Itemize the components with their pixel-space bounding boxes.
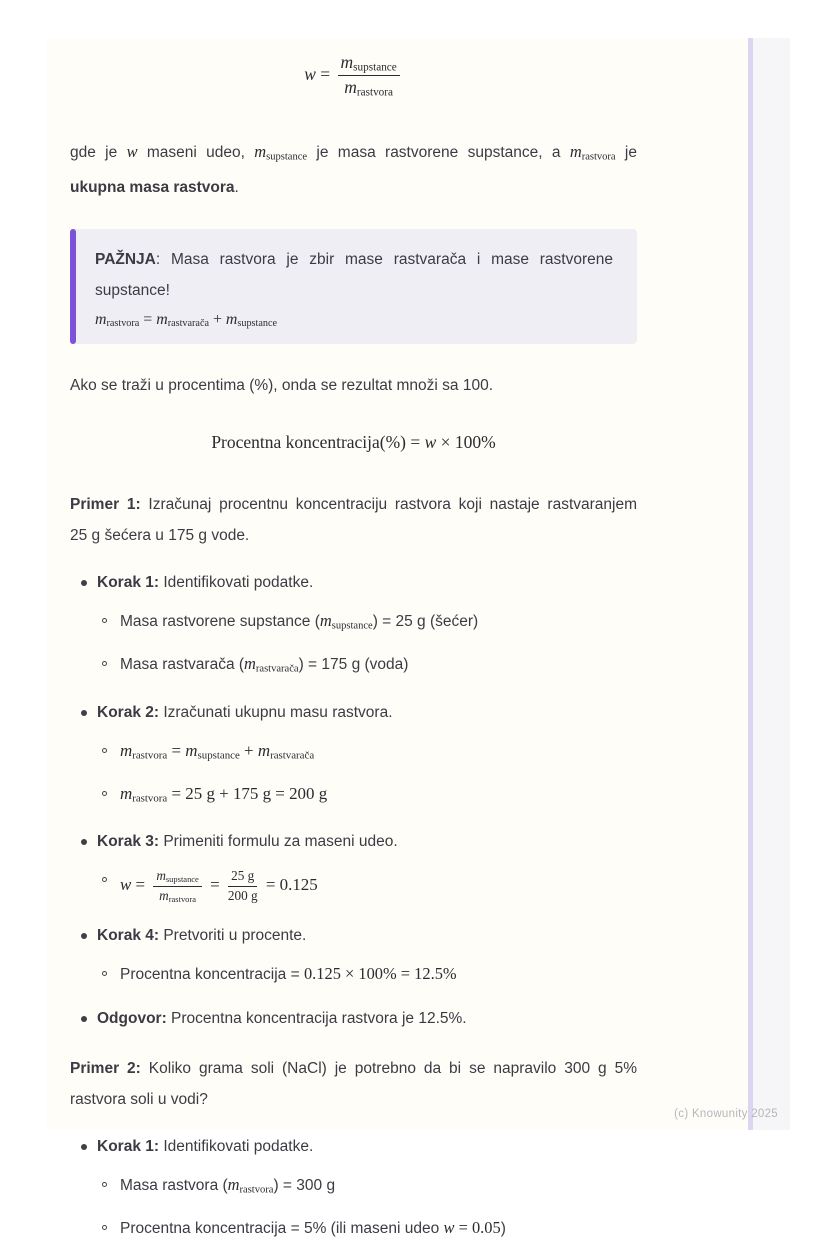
bullet-icon <box>81 1144 87 1150</box>
primer1-line-2: 25 g šećera u 175 g vode. <box>70 526 250 544</box>
list-item <box>70 609 637 638</box>
bullet-icon <box>81 933 87 939</box>
primer2-line-1: Primer 2: Koliko grama soli (NaCl) je potrebno da bi se napravilo 300 g 5% <box>70 1060 637 1078</box>
intro-line-1: gde je w maseni udeo, msupstance je masa rastvorene supstance, a mrastvora je <box>70 142 637 163</box>
list-item-text: Korak 4: Pretvoriti u procente. <box>97 927 307 945</box>
attention-formula: mrastvora = mrastvarača + msupstance <box>95 311 278 330</box>
primer1-line-1: Primer 1: Izračunaj procentnu koncentraciju rastvora koji nastaje rastvaranjem <box>70 495 638 513</box>
circle-bullet-icon <box>102 877 107 882</box>
circle-bullet-icon <box>102 1182 107 1187</box>
circle-bullet-icon <box>102 618 107 623</box>
primer2-steps-list <box>70 1135 637 1241</box>
list-item <box>70 739 637 767</box>
list-item-text: Masa rastvora (mrastvora) = 300 g <box>120 1175 336 1196</box>
bullet-icon <box>81 710 87 716</box>
list-item-text: mrastvora = msupstance + mrastvarača <box>120 741 315 762</box>
primer2-line-2: rastvora soli u vodi? <box>70 1091 208 1109</box>
list-item-text: Masa rastvarača (mrastvarača) = 175 g (voda) <box>120 653 409 675</box>
primer1-steps-list <box>70 571 637 1032</box>
list-item <box>70 782 637 810</box>
list-item <box>70 1173 637 1202</box>
list-item <box>70 652 637 681</box>
percent-concentration-formula: Procentna koncentracija(%) = w × 100% <box>211 431 496 452</box>
attention-line-1: PAŽNJA: Masa rastvora je zbir mase rastvarača i mase rastvorene <box>95 251 613 269</box>
mass-fraction-formula: w = $\frac{\text{msupstance}}{\text{mrastvora}}$ <box>70 52 637 108</box>
list-item <box>70 1135 637 1159</box>
list-item-text: Procentna koncentracija = 0.125 × 100% = 12.5% <box>120 964 457 984</box>
watermark: (c) Knowunity 2025 <box>674 1108 778 1120</box>
list-item <box>70 1007 637 1031</box>
list-item-text: Odgovor: Procentna koncentracija rastvora je 12.5%. <box>97 1010 467 1028</box>
circle-bullet-icon <box>102 971 107 976</box>
list-item-text: Procentna koncentracija = 5% (ili maseni udeo w = 0.05) <box>120 1218 506 1238</box>
bullet-icon <box>81 839 87 845</box>
list-item-text: Korak 1: Identifikovati podatke. <box>97 1138 314 1156</box>
attention-text <box>95 244 613 306</box>
circle-bullet-icon <box>102 661 107 666</box>
fraction: $\frac{\text{msupstance}}{\text{mrastvora}}$ <box>338 52 400 100</box>
fraction: $\frac{25 g}{200 g}$ <box>227 867 258 903</box>
list-item-text: Korak 2: Izračunati ukupnu masu rastvora. <box>97 704 393 722</box>
fraction: $\frac{\text{msupstance}}{\text{mrastvora}}$ <box>153 868 201 904</box>
list-item-text: w = $\frac{\text{msupstance}}{\text{mrastvora}}$ = $\frac{25 g}{200 g}$ = 0.125 <box>120 867 318 904</box>
accent-bar <box>70 229 76 343</box>
list-item <box>70 571 637 595</box>
bullet-icon <box>81 1016 87 1022</box>
list-item <box>70 962 637 987</box>
list-item-text: Masa rastvorene supstance (msupstance) = 25 g (šećer) <box>120 610 479 631</box>
list-item-text: Korak 1: Identifikovati podatke. <box>97 573 314 591</box>
list-item-text: mrastvora = 25 g + 175 g = 200 g <box>120 783 328 804</box>
attention-line-2: supstance! <box>95 282 170 300</box>
list-item <box>70 924 637 948</box>
intro-line-2: ukupna masa rastvora. <box>70 179 239 197</box>
circle-bullet-icon <box>102 748 107 753</box>
list-item <box>70 830 637 854</box>
attention-callout <box>70 229 637 343</box>
circle-bullet-icon <box>102 791 107 796</box>
bullet-icon <box>81 580 87 586</box>
document-page <box>47 38 790 1238</box>
list-item <box>70 868 637 904</box>
content-column <box>70 38 637 1241</box>
primer2-paragraph <box>70 1053 637 1115</box>
list-item <box>70 1216 637 1241</box>
page-right-gutter <box>753 38 790 1130</box>
percent-note: Ako se traži u procentima (%), onda se rezultat množi sa 100. <box>70 376 494 394</box>
list-item <box>70 701 637 725</box>
page-content-area <box>47 38 748 1238</box>
list-item-text: Korak 3: Primeniti formulu za maseni udeo. <box>97 832 398 850</box>
circle-bullet-icon <box>102 1225 107 1230</box>
intro-paragraph <box>70 136 637 203</box>
primer1-paragraph <box>70 489 637 551</box>
